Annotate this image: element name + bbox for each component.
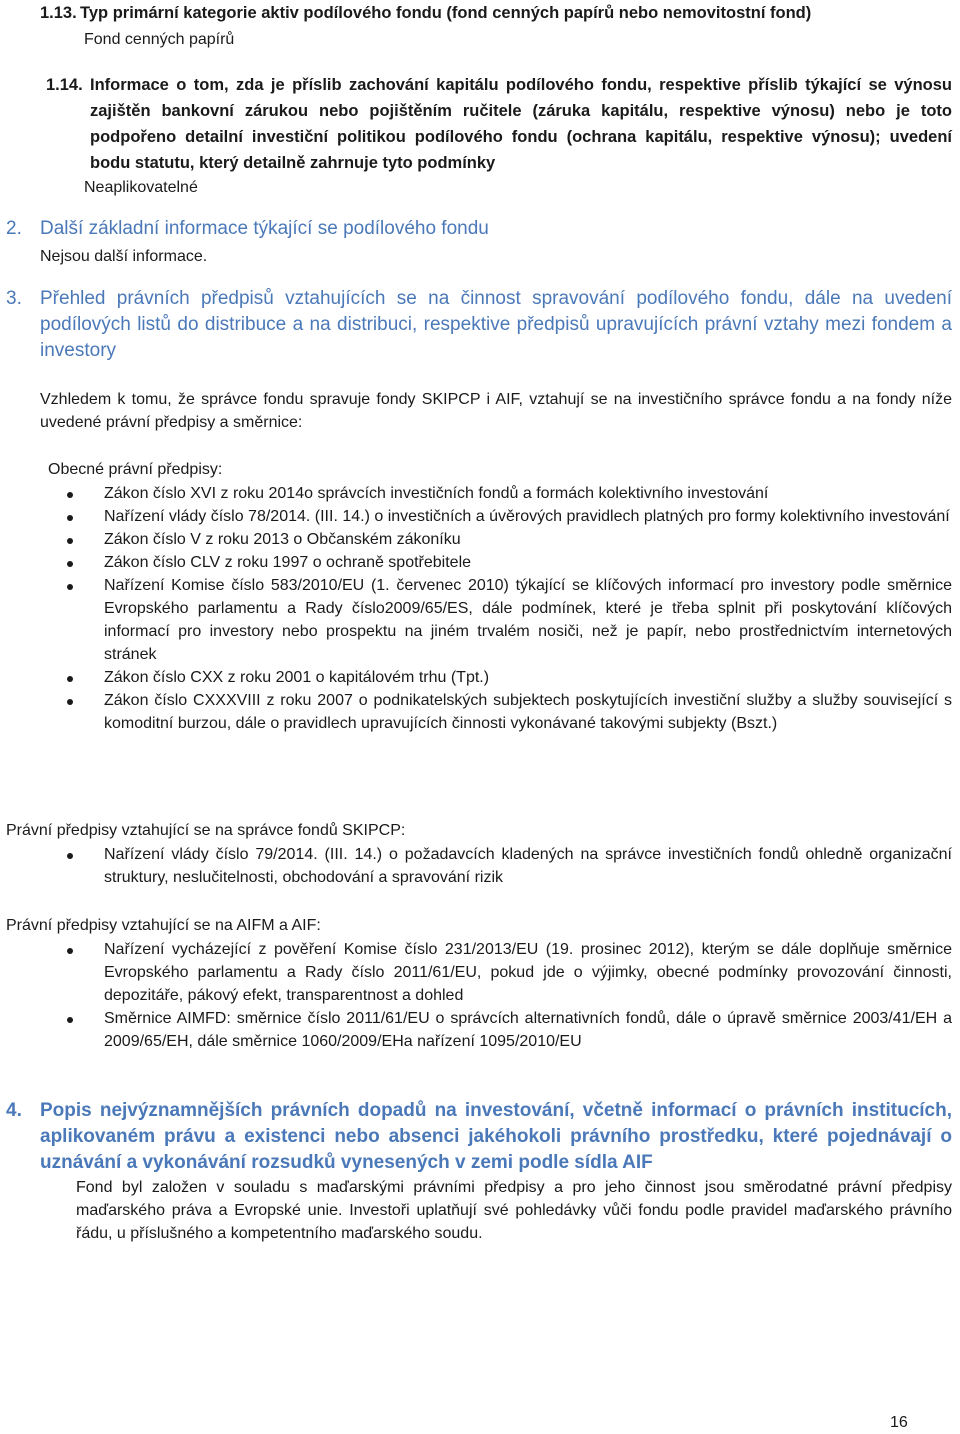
section-4-heading: Popis nejvýznamnějších právních dopadů na investování, včetně informací o právních institucích, aplikovaném právu a existenci nebo absenci jakéhokoli právního prostředku, které pojednávají o uznávání a vykonávání rozsudků vynesených v zemi podle sídla AIF [40,1100,952,1173]
list-item: Nařízení vlády číslo 78/2014. (III. 14.) o investičních a úvěrových pravidlech platných pro formy kolektivního investování [0,505,952,528]
bullet-icon [67,561,73,567]
list-item: Zákon číslo XVI z roku 2014o správcích investičních fondů a formách kolektivního investování [0,482,952,505]
section-1-14-number: 1.14. [46,76,83,94]
section-3-number: 3. [6,288,22,309]
section-3-heading: Přehled právních předpisů vztahujících se na činnost spravování podílového fondu, dále na uvedení podílových listů do distribuce a na distribuci, respektive předpisů upravujících právní vztahy mezi fondem a investory [40,288,952,361]
bullet-icon [67,853,73,859]
list-item: Zákon číslo V z roku 2013 o Občanském zákoníku [0,528,952,551]
bullet-icon [67,699,73,705]
section-1-14-heading: Informace o tom, zda je příslib zachování kapitálu podílového fondu, respektive příslib týkající se výnosu zajištěn bankovní zárukou nebo pojištěním ručitele (záruka kapitálu, respektive výnosu) nebo je toto podpořeno detailní investiční politikou podílového fondu (ochrana kapitálu, respektive výnosu); uvedení bodu statutu, který detailně zahrnuje tyto podmínky [90,76,952,172]
list-item: Nařízení vlády číslo 79/2014. (III. 14.) o požadavcích kladených na správce investičních fondů ohledně organizační struktury, neslučitelnosti, obchodování a spravování rizik [0,843,952,889]
section-2-number: 2. [6,218,22,239]
list-item: Nařízení Komise číslo 583/2010/EU (1. červenec 2010) týkající se klíčových informací pro investory podle směrnice Evropského parlamentu a Rady číslo2009/65/ES, dále podmínek, které je třeba splnit při poskytování klíčových informací pro investory nebo prospektu na jiném trvalém nosiči, než je papír, nebo prostřednictvím internetových stránek [0,574,952,666]
list-item: Zákon číslo CXXXVIII z roku 2007 o podnikatelských subjektech poskytujících investiční služby a služby související s komoditní burzou, dále o pravidlech upravujících činnosti vykonávané takovými subjekty (Bszt.) [0,689,952,735]
skipcp-regulations-label: Právní předpisy vztahující se na správce fondů SKIPCP: [6,822,406,839]
page-number: 16 [890,1414,908,1431]
section-2-text: Nejsou další informace. [40,248,208,265]
bullet-icon [67,1017,73,1023]
section-1-14-value: Neaplikovatelné [84,179,198,196]
list-item: Nařízení vycházející z pověření Komise číslo 231/2013/EU (19. prosinec 2012), kterým se dále doplňuje směrnice Evropského parlamentu a Rady číslo 2011/61/EU, pokud jde o výjimky, obecné podmínky provozování činnosti, depozitáře, pákový efekt, transparentnost a dohled [0,938,952,1007]
bullet-icon [67,584,73,590]
section-1-13-number: 1.13. [40,4,77,22]
general-regulations-label: Obecné právní předpisy: [48,461,223,478]
section-4-number: 4. [6,1100,22,1121]
aifm-regulations-label: Právní předpisy vztahující se na AIFM a AIF: [6,917,321,934]
section-1-13-value: Fond cenných papírů [84,31,235,48]
general-regulations-list [0,482,952,735]
bullet-icon [67,492,73,498]
aifm-regulations-list [0,938,952,1053]
list-item: Zákon číslo CLV z roku 1997 o ochraně spotřebitele [0,551,952,574]
list-item: Zákon číslo CXX z roku 2001 o kapitálovém trhu (Tpt.) [0,666,952,689]
list-item: Směrnice AIMFD: směrnice číslo 2011/61/EU o správcích alternativních fondů, dále o úpravě směrnice 2003/41/EH a 2009/65/EH, dále směrnice 1060/2009/EHa nařízení 1095/2010/EU [0,1007,952,1053]
section-1-13-heading: Typ primární kategorie aktiv podílového fondu (fond cenných papírů nebo nemovitostní fond) [80,4,812,22]
section-2-heading: Další základní informace týkající se podílového fondu [40,218,489,239]
bullet-icon [67,948,73,954]
bullet-icon [67,676,73,682]
section-4-text: Fond byl založen v souladu s maďarskými právními předpisy a pro jeho činnost jsou směrodatné právní předpisy maďarského práva a Evropské unie. Investoři uplatňují své pohledávky vůči fondu podle pravidel maďarského právního řádu, u příslušného a kompetentního maďarského soudu. [76,1179,952,1242]
section-3-intro: Vzhledem k tomu, že správce fondu spravuje fondy SKIPCP i AIF, vztahují se na investičního správce fondu a na fondy níže uvedené právní předpisy a směrnice: [40,391,952,431]
bullet-icon [67,538,73,544]
skipcp-regulations-list [0,843,952,889]
bullet-icon [67,515,73,521]
